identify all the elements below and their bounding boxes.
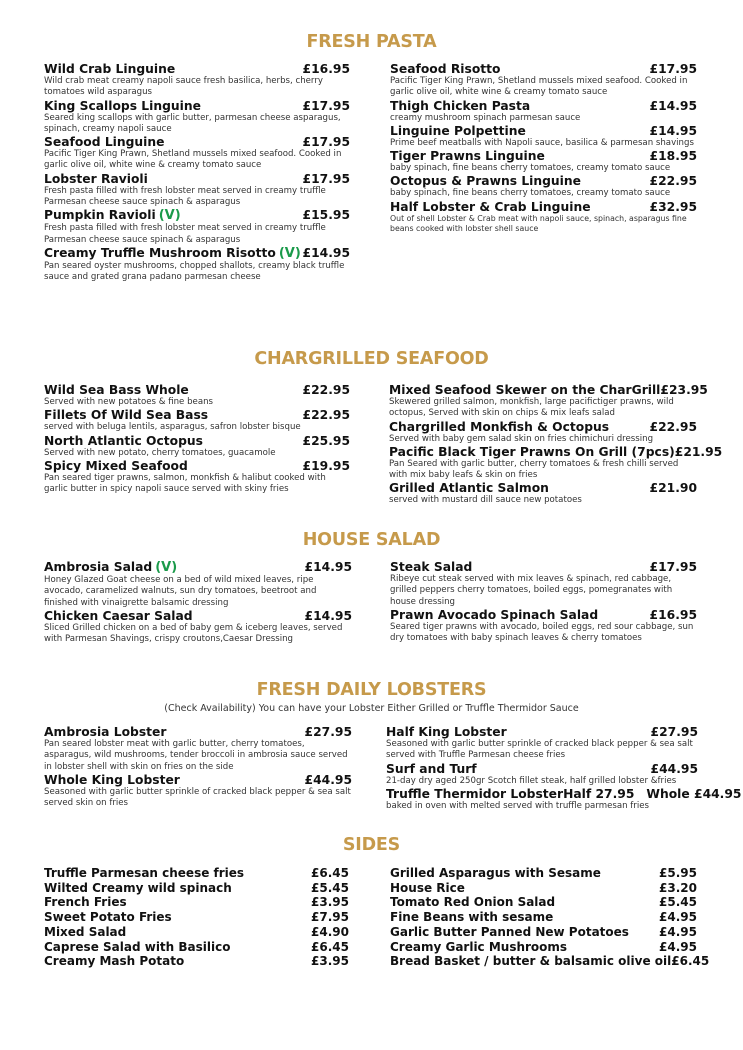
item-name xyxy=(44,954,184,968)
item-name-text: Fine Beans with sesame xyxy=(390,910,554,925)
item-price: £22.95 xyxy=(302,408,350,423)
item-description: Ribeye cut steak served with mix leaves & spinach, red cabbage, grilled peppers cherry tomatoes, boiled eggs, pomegranates with house dressing xyxy=(390,574,673,607)
menu-item xyxy=(44,866,349,880)
item-description: Pan seared oyster mushrooms, chopped shallots, creamy black truffle sauce and grated grana padano parmesan cheese xyxy=(44,260,345,283)
menu-item-row xyxy=(386,725,698,739)
lobster-availability-note: (Check Availability) You can have your Lobster Either Grilled or Truffle Thermidor Sauce xyxy=(164,703,579,714)
item-price: £4.90 xyxy=(311,924,349,939)
item-name-text: House Rice xyxy=(390,880,465,895)
menu-item-row xyxy=(390,200,697,214)
item-name-text: Mixed Salad xyxy=(44,924,127,939)
menu-item xyxy=(44,910,349,924)
item-price: £22.95 xyxy=(649,419,697,434)
item-price: £14.95 xyxy=(304,560,352,574)
item-name xyxy=(389,383,660,397)
item-name-text: Ambrosia Salad xyxy=(44,560,153,574)
item-name xyxy=(44,62,175,76)
menu-item-row xyxy=(390,124,697,138)
item-price: £4.95 xyxy=(659,910,697,925)
item-name-text: Surf and Turf xyxy=(386,761,477,776)
item-price: £27.95 xyxy=(650,725,698,739)
menu-item-row xyxy=(389,420,697,434)
item-name xyxy=(44,434,203,448)
item-description: Honey Glazed Goat cheese on a bed of wild mixed leaves, ripe avocado, caramelized walnuts, sun dry tomatoes, beetroot and finished with vinaigrette balsamic dressing xyxy=(44,575,317,608)
lobsters-right-column xyxy=(386,725,742,812)
menu-item xyxy=(386,725,698,762)
menu-item-thermidor xyxy=(386,786,742,812)
item-price: £32.95 xyxy=(649,199,697,214)
item-name-text: Fillets Of Wild Sea Bass xyxy=(44,408,209,423)
item-price: £6.45 xyxy=(671,954,710,969)
menu-item xyxy=(390,608,697,645)
menu-item xyxy=(44,895,349,909)
menu-item-row xyxy=(44,895,349,909)
seafood-left-column xyxy=(44,383,350,495)
item-price: £18.95 xyxy=(649,149,697,164)
menu-item xyxy=(44,172,350,209)
pasta-right-column xyxy=(390,62,697,234)
item-name xyxy=(44,895,127,909)
item-description: Seared king scallops with garlic butter, parmesan cheese asparagus, spinach, creamy napoli sauce xyxy=(44,112,341,134)
item-name-text: Pumpkin Ravioli xyxy=(44,208,156,223)
menu-item-row xyxy=(44,881,349,895)
menu-item xyxy=(390,99,697,124)
item-name-text: North Atlantic Octopus xyxy=(44,433,203,448)
item-name xyxy=(44,910,172,924)
item-name xyxy=(44,383,189,397)
lobsters-left-column xyxy=(44,725,352,809)
item-name xyxy=(44,99,201,113)
menu-item xyxy=(390,866,697,880)
menu-item-row xyxy=(389,481,697,495)
section-title-salad: HOUSE SALAD xyxy=(302,530,441,550)
item-name-text: Seafood Linguine xyxy=(44,135,165,150)
item-name xyxy=(389,420,609,434)
menu-item-row xyxy=(44,172,350,186)
menu-item-row xyxy=(44,208,350,223)
menu-item-row xyxy=(44,910,349,924)
item-price: £22.95 xyxy=(649,174,697,189)
item-price: £5.45 xyxy=(659,895,697,910)
menu-item-row xyxy=(390,954,710,969)
menu-item-row xyxy=(390,62,697,76)
section-title-seafood: CHARGRILLED SEAFOOD xyxy=(254,349,489,369)
menu-item-row xyxy=(390,910,697,924)
menu-item-row xyxy=(44,135,350,149)
item-price: £3.95 xyxy=(311,895,349,910)
item-name-text: Tiger Prawns Linguine xyxy=(390,149,545,164)
item-name xyxy=(390,174,581,188)
item-name xyxy=(386,725,507,739)
menu-item xyxy=(44,99,350,136)
item-price-whole: Whole £44.95 xyxy=(646,786,742,801)
item-price: £16.95 xyxy=(649,607,697,622)
item-description: Prime beef meatballs with Napoli sauce, basilica & parmesan shavings xyxy=(390,137,694,148)
item-name xyxy=(390,910,553,924)
menu-item-row xyxy=(44,925,349,939)
item-price: £15.95 xyxy=(302,208,350,223)
item-description: Served with baby gem salad skin on fries chimichuri dressing xyxy=(389,433,654,444)
menu-item-row xyxy=(44,725,352,739)
item-name xyxy=(44,881,232,895)
menu-item-row xyxy=(44,246,350,261)
menu-item xyxy=(44,725,352,773)
item-name-text: Half Lobster & Crab Linguine xyxy=(390,199,591,214)
item-price: £16.95 xyxy=(302,62,350,76)
item-description: Seared tiger prawns with avocado, boiled eggs, red sour cabbage, sun dry tomatoes with baby spinach leaves & cherry tomatoes xyxy=(390,621,694,644)
item-description: baby spinach, fine beans cherry tomatoes, creamy tomato sauce xyxy=(390,188,671,199)
item-name xyxy=(44,609,193,623)
item-name xyxy=(44,246,301,261)
item-name-text: French Fries xyxy=(44,895,127,910)
item-price: £25.95 xyxy=(302,433,350,448)
item-name xyxy=(389,481,549,495)
item-name xyxy=(386,762,477,776)
item-description: Served with new potato, cherry tomatoes, guacamole xyxy=(44,447,276,458)
item-description: Pacific Tiger King Prawn, Shetland mussels mixed seafood. Cooked in garlic olive oil, white wine & creamy tomato sauce xyxy=(44,149,342,171)
menu-item-row xyxy=(390,560,697,574)
item-price: £23.95 xyxy=(660,383,708,397)
menu-item xyxy=(44,773,352,810)
item-name xyxy=(390,925,629,939)
item-name-text: Spicy Mixed Seafood xyxy=(44,458,188,473)
pasta-left-column xyxy=(44,62,350,284)
item-price: £17.95 xyxy=(649,560,697,574)
item-price: £44.95 xyxy=(304,772,352,787)
item-name-text: King Scallops Linguine xyxy=(44,98,201,113)
item-description: Wild crab meat creamy napoli sauce fresh basilica, herbs, cherry tomatoes wild asparagus xyxy=(44,76,323,98)
item-price: £44.95 xyxy=(650,761,698,776)
sides-left-column xyxy=(44,866,349,969)
section-title-sides: SIDES xyxy=(342,835,401,855)
item-name xyxy=(44,408,208,422)
item-name xyxy=(390,608,598,622)
item-name-text: Wild Crab Linguine xyxy=(44,62,176,76)
menu-item xyxy=(44,135,350,172)
item-name-text: Half King Lobster xyxy=(386,725,507,739)
item-name-text: Chargrilled Monkfish & Octopus xyxy=(389,419,610,434)
item-price: £5.45 xyxy=(311,880,349,895)
item-name xyxy=(44,208,181,223)
menu-item xyxy=(390,200,697,234)
item-name xyxy=(390,940,567,954)
item-price: £14.95 xyxy=(649,98,697,113)
item-name-text: Thigh Chicken Pasta xyxy=(390,98,531,113)
menu-item xyxy=(390,954,710,969)
menu-item xyxy=(390,940,697,954)
menu-item xyxy=(44,246,350,284)
item-name xyxy=(44,773,180,787)
item-price: £7.95 xyxy=(311,910,349,925)
item-price: £17.95 xyxy=(302,98,350,113)
item-price: £3.20 xyxy=(659,880,697,895)
menu-item xyxy=(390,149,697,174)
item-description: served with beluga lentils, asparagus, safron lobster bisque xyxy=(44,422,301,433)
menu-item xyxy=(389,481,697,506)
menu-item xyxy=(44,881,349,895)
menu-item-row xyxy=(44,408,350,422)
vegetarian-badge: (V) xyxy=(278,245,301,261)
menu-item-row xyxy=(390,895,697,909)
item-name xyxy=(44,459,188,473)
menu-item xyxy=(389,420,697,445)
item-description: 21-day dry aged 250gr Scotch fillet steak, half grilled lobster &fries xyxy=(386,775,677,786)
menu-item xyxy=(44,459,350,496)
item-name xyxy=(44,135,165,149)
item-name-text: Creamy Garlic Mushrooms xyxy=(390,939,568,954)
item-description: Seasoned with garlic butter sprinkle of cracked black pepper & sea salt served skin on fries xyxy=(44,786,351,809)
item-description: served with mustard dill sauce new potatoes xyxy=(389,495,582,506)
item-name-text: Truffle Parmesan cheese fries xyxy=(44,866,245,880)
item-description: Pan Seared with garlic butter, cherry tomatoes & fresh chilli served with mix baby leafs & skin on fries xyxy=(389,458,679,481)
item-name xyxy=(44,560,177,575)
item-name-text: Grilled Asparagus with Sesame xyxy=(390,866,601,880)
item-name-text: Creamy Mash Potato xyxy=(44,954,185,969)
menu-item-row xyxy=(390,608,697,622)
item-description: Pan seared tiger prawns, salmon, monkfish & halibut cooked with garlic butter in spicy napoli sauce served with skiny fries xyxy=(44,472,326,495)
item-price: £3.95 xyxy=(311,954,349,969)
item-description: creamy mushroom spinach parmesan sauce xyxy=(390,112,581,123)
menu-item-row xyxy=(44,609,352,623)
menu-item xyxy=(390,174,697,199)
item-name-text: Lobster Ravioli xyxy=(44,171,148,186)
menu-item-row xyxy=(390,866,697,880)
menu-item xyxy=(44,208,350,246)
item-name xyxy=(44,940,230,954)
item-description: Pan seared lobster meat with garlic butter, cherry tomatoes, asparagus, wild mushrooms, tender broccoli in ambrosia sauce served in lobster shell with skin on fries on the side xyxy=(44,739,348,772)
vegetarian-badge: (V) xyxy=(158,208,181,224)
menu-item-row xyxy=(44,62,350,76)
item-name xyxy=(390,124,526,138)
item-name xyxy=(390,866,601,880)
item-description: Pacific Tiger King Prawn, Shetland mussels mixed seafood. Cooked in garlic olive oil, white wine & creamy tomato sauce xyxy=(390,76,688,98)
item-name-text: Grilled Atlantic Salmon xyxy=(389,481,549,496)
menu-item xyxy=(390,895,697,909)
item-price: £14.95 xyxy=(649,123,697,138)
menu-item xyxy=(390,925,697,939)
item-name-text: Tomato Red Onion Salad xyxy=(390,895,556,910)
item-name xyxy=(44,725,166,739)
item-name-text: Sweet Potato Fries xyxy=(44,910,172,925)
menu-item-row xyxy=(44,866,349,880)
item-name-text: Creamy Truffle Mushroom Risotto xyxy=(44,245,276,260)
item-price: £17.95 xyxy=(649,62,697,76)
item-name xyxy=(44,925,126,939)
sides-right-column xyxy=(390,866,710,969)
item-price: £17.95 xyxy=(302,135,350,150)
section-title-pasta: FRESH PASTA xyxy=(306,32,437,52)
menu-item-row xyxy=(390,881,697,895)
menu-item xyxy=(44,560,352,609)
item-name-text: Octopus & Prawns Linguine xyxy=(390,174,581,189)
item-name-text: Mixed Seafood Skewer on the CharGrill xyxy=(389,383,661,397)
item-name-text: Ambrosia Lobster xyxy=(44,725,167,739)
item-name xyxy=(390,99,530,113)
menu-item-row xyxy=(390,149,697,163)
item-description: Skewered grilled salmon, monkfish, large pacifictiger prawns, wild octopus, Served with skin on chips & mix leafs salad xyxy=(389,397,674,419)
item-price: £21.90 xyxy=(649,481,697,496)
menu-item xyxy=(390,560,697,608)
vegetarian-badge: (V) xyxy=(155,560,178,575)
menu-item xyxy=(390,910,697,924)
salad-left-column xyxy=(44,560,352,645)
menu-item-row xyxy=(44,383,350,397)
item-name-text: Caprese Salad with Basilico xyxy=(44,939,231,954)
item-description: Fresh pasta filled with fresh lobster meat served in creamy truffle Parmesan cheese sauce spinach & asparagus xyxy=(44,185,326,208)
item-name-text: Chicken Caesar Salad xyxy=(44,608,193,623)
item-name-text: Steak Salad xyxy=(390,560,473,574)
item-name-text: Garlic Butter Panned New Potatoes xyxy=(390,924,629,939)
menu-item xyxy=(390,881,697,895)
item-name-text: Prawn Avocado Spinach Salad xyxy=(390,607,599,622)
menu-item xyxy=(390,62,697,99)
item-name xyxy=(390,560,472,574)
item-name xyxy=(390,881,465,895)
menu-item-row xyxy=(390,940,697,954)
menu-item-row xyxy=(389,444,723,459)
menu-item-row xyxy=(386,762,698,776)
menu-item-row xyxy=(44,560,352,575)
item-name-text: Whole King Lobster xyxy=(44,772,180,787)
item-price: £19.95 xyxy=(302,458,350,473)
menu-item-row xyxy=(390,99,697,113)
item-price: £17.95 xyxy=(302,171,350,186)
item-price-half: Half 27.95 xyxy=(563,786,635,801)
item-price: £22.95 xyxy=(302,383,350,397)
item-description: Fresh pasta filled with fresh lobster meat served in creamy truffle Parmesan cheese sauce spinach & asparagus xyxy=(44,223,326,245)
menu-item-row xyxy=(44,434,350,448)
menu-item xyxy=(44,408,350,433)
menu-item-row xyxy=(390,925,697,939)
menu-item-row xyxy=(44,459,350,473)
item-price: £5.95 xyxy=(659,866,697,880)
menu-item xyxy=(389,444,723,482)
menu-item xyxy=(44,954,349,968)
item-name-text: Seafood Risotto xyxy=(390,62,501,76)
item-description: baby spinach, fine beans cherry tomatoes, creamy tomato sauce xyxy=(390,163,671,174)
item-price: £14.95 xyxy=(304,608,352,623)
menu-item-row xyxy=(44,99,350,113)
item-name xyxy=(390,954,671,968)
item-price: £4.95 xyxy=(659,939,697,954)
section-title-lobsters: FRESH DAILY LOBSTERS xyxy=(256,680,487,700)
item-name xyxy=(390,200,591,214)
menu-item xyxy=(390,124,697,149)
seafood-right-column xyxy=(389,383,723,507)
item-description: Out of shell Lobster & Crab meat with napoli sauce, spinach, asparagus fine beans cooked with lobster shell sauce xyxy=(390,213,687,233)
item-name xyxy=(44,866,244,880)
menu-item-row xyxy=(44,954,349,968)
item-name-text: Linguine Polpettine xyxy=(390,123,526,138)
menu-item-row xyxy=(389,383,708,397)
item-description: Seasoned with garlic butter sprinkle of cracked black pepper & sea salt served with Truffle Parmesan cheese fries xyxy=(386,739,693,761)
item-name xyxy=(44,172,148,186)
menu-item-row xyxy=(390,174,697,188)
item-name-text: Wild Sea Bass Whole xyxy=(44,383,189,397)
item-description: baked in oven with melted served with truffle parmesan fries xyxy=(386,800,649,811)
item-price: £6.45 xyxy=(311,866,349,880)
item-name-text: Pacific Black Tiger Prawns On Grill (7pcs) xyxy=(389,444,675,459)
item-name xyxy=(390,62,500,76)
menu-item xyxy=(44,925,349,939)
item-name xyxy=(390,149,545,163)
item-price: £14.95 xyxy=(302,245,350,260)
menu-item xyxy=(44,609,352,646)
menu-item xyxy=(386,762,698,787)
menu-item xyxy=(44,940,349,954)
item-name xyxy=(389,445,675,459)
item-name: Truffle Thermidor Lobster xyxy=(386,786,564,801)
item-price: £27.95 xyxy=(304,725,352,739)
item-name xyxy=(390,895,555,909)
item-name-text: Bread Basket / butter & balsamic olive oil xyxy=(390,954,672,969)
menu-item xyxy=(44,434,350,459)
salad-right-column xyxy=(390,560,697,644)
menu-item-row xyxy=(44,940,349,954)
item-name-text: Wilted Creamy wild spinach xyxy=(44,880,232,895)
item-price: £4.95 xyxy=(659,924,697,939)
menu-item xyxy=(389,383,708,420)
menu-item xyxy=(44,62,350,99)
item-price: £6.45 xyxy=(311,939,349,954)
item-price: £21.95 xyxy=(674,444,723,459)
item-description: Sliced Grilled chicken on a bed of baby gem & iceberg leaves, served with Parmesan Shavings, crispy croutons,Caesar Dressing xyxy=(44,622,343,645)
menu-item xyxy=(44,383,350,408)
item-description: Served with new potatoes & fine beans xyxy=(44,397,214,407)
menu-item-row xyxy=(44,773,352,787)
